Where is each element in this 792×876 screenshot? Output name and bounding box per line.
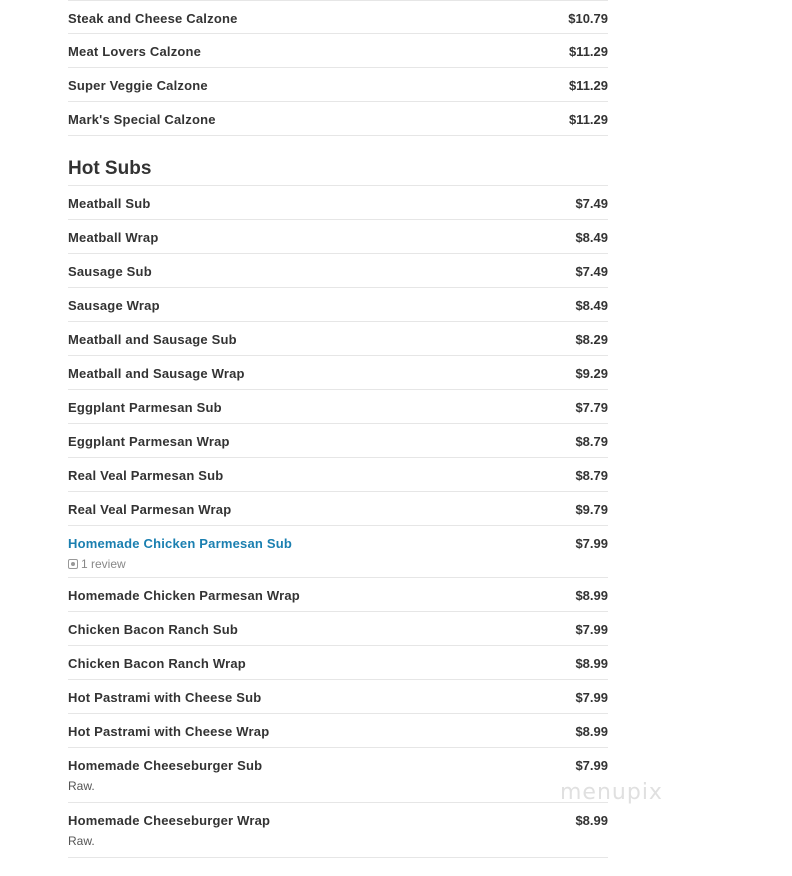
menu-item (68, 34, 608, 68)
section-title-hot-subs: Hot Subs (68, 136, 608, 186)
menu-item (68, 102, 608, 136)
item-name: Homemade Chicken Parmesan Wrap (68, 588, 300, 603)
menu-item (68, 356, 608, 390)
item-price: $9.79 (575, 502, 608, 517)
item-name: Chicken Bacon Ranch Wrap (68, 656, 246, 671)
menu-item (68, 68, 608, 102)
item-price: $8.79 (575, 468, 608, 483)
menu-item (68, 680, 608, 714)
item-description: Raw. (68, 834, 95, 848)
item-name: Meatball Wrap (68, 230, 159, 245)
item-name: Homemade Cheeseburger Wrap (68, 813, 271, 828)
item-name: Real Veal Parmesan Sub (68, 468, 224, 483)
menu-item (68, 390, 608, 424)
menu-item (68, 220, 608, 254)
review-label: 1 review (81, 557, 126, 571)
item-price: $7.49 (575, 264, 608, 279)
menu-item (68, 803, 608, 858)
item-name: Eggplant Parmesan Wrap (68, 434, 230, 449)
item-name: Sausage Wrap (68, 298, 160, 313)
item-name-link[interactable]: Homemade Chicken Parmesan Sub (68, 536, 292, 551)
item-price: $7.99 (575, 690, 608, 705)
menu-item (68, 424, 608, 458)
item-price: $7.79 (575, 400, 608, 415)
item-price: $7.99 (575, 758, 608, 773)
menupix-watermark: menupix (560, 780, 663, 805)
item-price: $11.29 (568, 78, 608, 93)
item-price: $8.49 (575, 298, 608, 313)
item-name: Meat Lovers Calzone (68, 44, 202, 59)
item-description: Raw. (68, 779, 95, 793)
menu-item (68, 612, 608, 646)
item-price: $8.49 (575, 230, 608, 245)
menu-item (68, 0, 608, 34)
item-price: $7.99 (575, 622, 608, 637)
item-price: $8.99 (575, 588, 608, 603)
menu-item (68, 492, 608, 526)
menu-item (68, 748, 608, 803)
item-name: Meatball Sub (68, 196, 151, 211)
item-name: Hot Pastrami with Cheese Sub (68, 690, 262, 705)
item-name: Hot Pastrami with Cheese Wrap (68, 724, 270, 739)
menu-item (68, 186, 608, 220)
item-price: $11.29 (568, 44, 608, 59)
item-price: $10.79 (568, 11, 608, 26)
menu-item (68, 526, 608, 578)
review-icon (68, 559, 78, 569)
menu-item (68, 714, 608, 748)
item-name: Meatball and Sausage Sub (68, 332, 237, 347)
item-price: $8.99 (575, 813, 608, 828)
item-price: $9.29 (575, 366, 608, 381)
menu-item (68, 458, 608, 492)
item-price: $7.99 (575, 536, 608, 551)
item-name: Sausage Sub (68, 264, 152, 279)
item-name: Eggplant Parmesan Sub (68, 400, 222, 415)
item-name: Steak and Cheese Calzone (68, 11, 238, 26)
item-name: Super Veggie Calzone (68, 78, 208, 93)
menu-item (68, 322, 608, 356)
item-name: Mark's Special Calzone (68, 112, 216, 127)
item-price: $8.99 (575, 656, 608, 671)
menu-list (68, 0, 608, 858)
item-price: $8.79 (575, 434, 608, 449)
item-name: Homemade Cheeseburger Sub (68, 758, 263, 773)
menu-item (68, 254, 608, 288)
menu-item (68, 288, 608, 322)
menu-item (68, 646, 608, 680)
item-name: Real Veal Parmesan Wrap (68, 502, 232, 517)
item-name: Meatball and Sausage Wrap (68, 366, 245, 381)
item-price: $8.99 (575, 724, 608, 739)
menu-item (68, 578, 608, 612)
item-name: Chicken Bacon Ranch Sub (68, 622, 239, 637)
review-count[interactable] (68, 557, 292, 571)
item-price: $11.29 (568, 112, 608, 127)
item-price: $8.29 (575, 332, 608, 347)
item-price: $7.49 (575, 196, 608, 211)
